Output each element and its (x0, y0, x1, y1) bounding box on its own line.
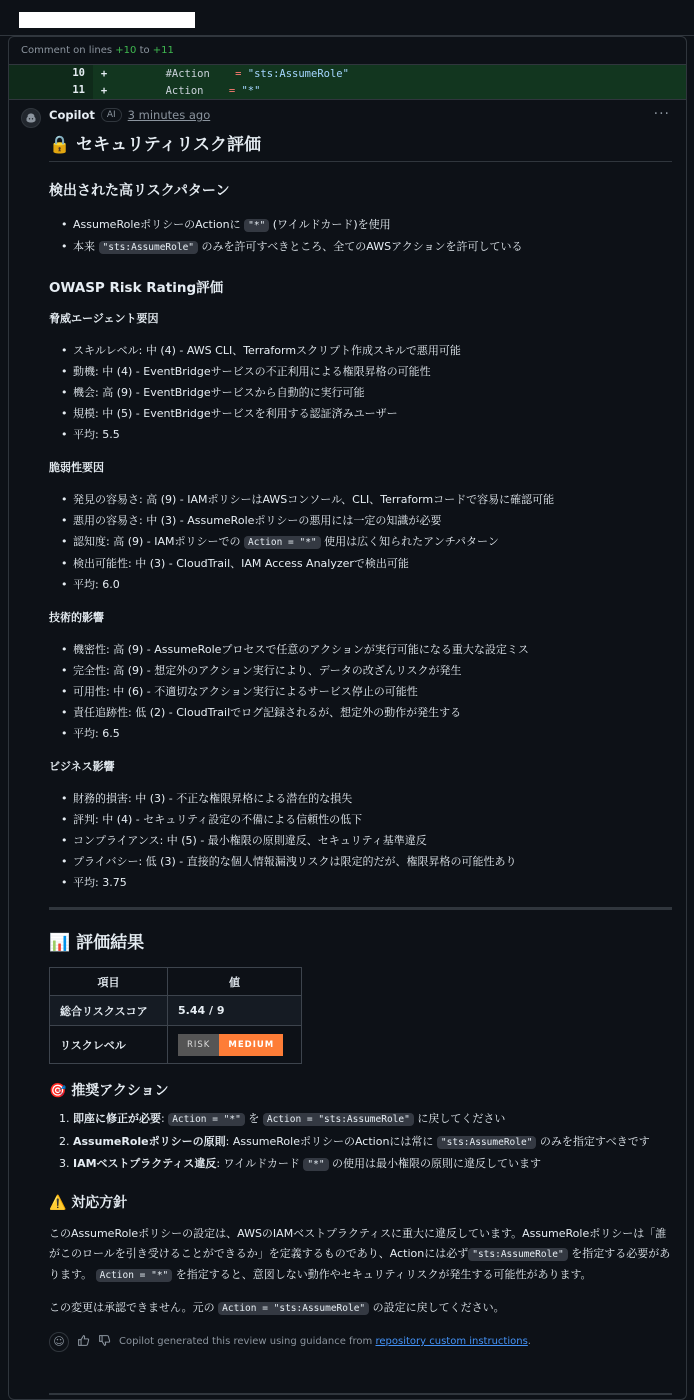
line-from: +10 (115, 45, 137, 56)
list-item: • 発見の容易さ: 高 (9) - IAMポリシーはAWSコンソール、CLI、Terraformコードで容易に確認可能 (61, 489, 672, 510)
action-list (49, 1108, 672, 1176)
list-item: • 悪用の容易さ: 中 (3) - AssumeRoleポリシーの悪用には一定の知識が必要 (61, 510, 672, 531)
comment-lines-label: Comment on lines (21, 45, 113, 56)
list-item: • 機密性: 高 (9) - AssumeRoleプロセスで任意のアクションが実行可能になる重大な設定ミス (61, 639, 672, 660)
line-number: 11 (9, 82, 93, 99)
tech-list (49, 639, 672, 744)
vuln-heading: 脆弱性要因 (49, 461, 104, 474)
list-item: • 本来 "sts:AssumeRole" のみを許可すべきところ、全てのAWSアクションを許可している (61, 236, 672, 258)
detected-list (49, 214, 672, 258)
policy-paragraph: このAssumeRoleポリシーの設定は、AWSのIAMベストプラクティスに重大に違反しています。AssumeRoleポリシーは「誰がこのロールを引き受けることができるか」を定義するものであり、Actionには必ず "sts:AssumeRole" を指定する必要があります。 Action = "*" を指定すると、意図しない動作やセキュリティリスクが発生する可能性があります。 (49, 1226, 671, 1281)
diff-sign: + (100, 84, 108, 97)
more-options-icon[interactable]: ··· (653, 106, 670, 122)
list-item: • 平均: 6.0 (61, 574, 672, 595)
result-table (49, 967, 302, 1064)
divider (49, 907, 672, 910)
list-item: • 評判: 中 (4) - セキュリティ設定の不備による信頼性の低下 (61, 809, 672, 830)
diff-sign: + (100, 67, 108, 80)
list-item: • スキルレベル: 中 (4) - AWS CLI、Terraformスクリプト作成スキルで悪用可能 (61, 340, 672, 361)
author-name[interactable]: Copilot (49, 108, 95, 122)
diff-line (9, 82, 686, 99)
review-title: 🔒 セキュリティリスク評価 (49, 130, 672, 162)
list-item: • コンプライアンス: 中 (5) - 最小権限の原則違反、セキュリティ基準違反 (61, 830, 672, 851)
copilot-avatar-icon (21, 108, 41, 128)
thumbs-up-icon[interactable] (77, 1334, 90, 1350)
diff-snippet (9, 65, 686, 100)
vuln-list (49, 489, 672, 595)
table-header: 項目 (50, 968, 168, 996)
threat-heading: 脅威エージェント要因 (49, 312, 159, 325)
ai-badge: AI (101, 108, 122, 122)
list-item: • 財務的損害: 中 (3) - 不正な権限昇格による潜在的な損失 (61, 788, 672, 809)
review-footer (49, 1329, 672, 1355)
table-header: 値 (168, 968, 302, 996)
owasp-heading: OWASP Risk Rating評価 (49, 280, 224, 296)
biz-list (49, 788, 672, 893)
list-item: 2. AssumeRoleポリシーの原則: AssumeRoleポリシーのActionには常に "sts:AssumeRole" のみを指定すべきです (73, 1131, 672, 1154)
redacted-block (19, 12, 195, 28)
top-bar (0, 0, 694, 36)
list-item: • 規模: 中 (5) - EventBridgeサービスを利用する認証済みユーザー (61, 403, 672, 424)
list-item: 1. 即座に修正が必要: Action = "*" を Action = "sts:AssumeRole" に戻してください (73, 1108, 672, 1131)
diff-code: #Action = "sts:AssumeRole" (165, 67, 349, 80)
list-item: • 動機: 中 (4) - EventBridgeサービスの不正利用による権限昇格の可能性 (61, 361, 672, 382)
table-row (50, 1026, 302, 1064)
copilot-review (9, 100, 686, 1355)
table-cell: 5.44 / 9 (168, 996, 302, 1026)
bar-chart-icon: 📊 (49, 933, 71, 953)
list-item: • 可用性: 中 (6) - 不適切なアクション実行によるサービス停止の可能性 (61, 681, 672, 702)
lock-icon: 🔒 (49, 135, 71, 155)
list-item: • 責任追跡性: 低 (2) - CloudTrailでログ記録されるが、想定外の動作が発生する (61, 702, 672, 723)
line-number: 10 (9, 65, 93, 82)
action-heading: 🎯 推奨アクション (49, 1083, 169, 1099)
result-heading: 📊 評価結果 (49, 933, 145, 953)
list-item: • 完全性: 高 (9) - 想定外のアクション実行により、データの改ざんリスクが発生 (61, 660, 672, 681)
footer-note: Copilot generated this review using guidance from repository custom instructions. (119, 1336, 531, 1347)
list-item: • 機会: 高 (9) - EventBridgeサービスから自動的に実行可能 (61, 382, 672, 403)
threat-list (49, 340, 672, 445)
table-cell: 総合リスクスコア (50, 996, 168, 1026)
list-item: • 検出可能性: 中 (3) - CloudTrail、IAM Access Analyzerで検出可能 (61, 553, 672, 574)
timestamp-link[interactable]: 3 minutes ago (127, 108, 211, 122)
table-cell: リスクレベル (50, 1026, 168, 1064)
review-thread (8, 36, 687, 1400)
line-to: +11 (152, 45, 174, 56)
target-icon: 🎯 (49, 1083, 67, 1099)
risk-level-badge: RISK MEDIUM (178, 1034, 283, 1056)
diff-line (9, 65, 686, 82)
policy-heading: ⚠️ 対応方針 (49, 1194, 128, 1211)
review-header (49, 100, 672, 130)
list-item: • 平均: 5.5 (61, 424, 672, 445)
list-item: • プライバシー: 低 (3) - 直接的な個人情報漏洩リスクは限定的だが、権限昇格の可能性あり (61, 851, 672, 872)
biz-heading: ビジネス影響 (49, 760, 115, 773)
line-joiner: to (139, 45, 150, 56)
thumbs-down-icon[interactable] (98, 1334, 111, 1350)
detected-heading: 検出された高リスクパターン (49, 183, 230, 199)
custom-instructions-link[interactable]: repository custom instructions (375, 1336, 528, 1347)
list-item: 3. IAMベストプラクティス違反: ワイルドカード "*" の使用は最小権限の原則に違反しています (73, 1153, 672, 1176)
warning-icon: ⚠️ (49, 1194, 67, 1211)
list-item: • AssumeRoleポリシーのActionに "*" (ワイルドカード)を使用 (61, 214, 672, 236)
table-cell (168, 1026, 302, 1064)
policy-paragraph: この変更は承認できません。元の Action = "sts:AssumeRole" の設定に戻してください。 (49, 1300, 505, 1314)
list-item: • 平均: 3.75 (61, 872, 672, 893)
comment-lines-header (9, 37, 686, 65)
divider (49, 1393, 672, 1399)
smiley-icon[interactable]: ☺ (49, 1332, 69, 1352)
list-item: • 認知度: 高 (9) - IAMポリシーでの Action = "*" 使用は広く知られたアンチパターン (61, 531, 672, 553)
list-item: • 平均: 6.5 (61, 723, 672, 744)
diff-code: Action = "*" (165, 84, 261, 97)
tech-heading: 技術的影響 (49, 611, 104, 624)
table-row (50, 996, 302, 1026)
